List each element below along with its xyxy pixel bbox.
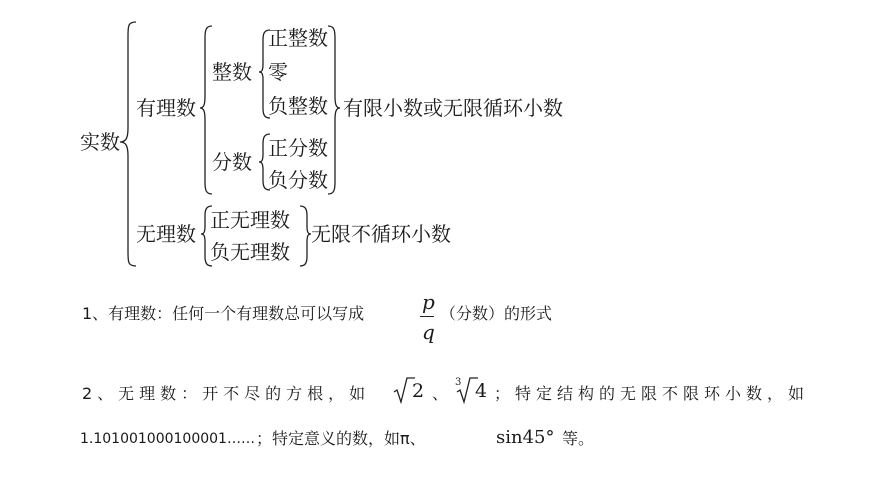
sin-expression: sin45° [496,427,555,448]
label-positive-fraction: 正分数 [268,136,328,160]
cbrt-index: 3 [455,377,462,388]
brace-real [120,22,136,266]
brace-rational [200,26,212,194]
label-fraction: 分数 [212,150,252,174]
item2-line1-suffix: ；特定结构的无限不限环小数，如 [494,384,810,403]
item2-separator: 、 [432,384,449,403]
label-integer: 整数 [212,60,252,84]
label-irrational-desc: 无限不循环小数 [311,222,451,246]
cbrt-value: 4 [475,380,488,402]
brace-rational-close [328,26,340,194]
fraction-bar [420,316,434,317]
item1-prefix: 1、有理数：任何一个有理数总可以写成 [82,304,365,323]
item2-line1-prefix: 2、无理数：开不尽的方根，如 [82,384,371,403]
fraction-denominator: q [422,320,435,344]
sqrt-value: 2 [412,380,425,402]
item2-number: 1.101001000100001…… [80,431,255,447]
label-rational-desc: 有限小数或无限循环小数 [343,96,563,120]
item2-line2-middle: ；特定意义的数，如π、 [256,429,426,448]
fraction-numerator: p [422,290,435,314]
label-negative-fraction: 负分数 [268,168,328,192]
label-zero: 零 [268,60,288,84]
label-negative-integer: 负整数 [268,94,328,118]
item2-line2-end: 等。 [562,429,595,448]
label-positive-integer: 正整数 [268,26,328,50]
label-real: 实数 [80,130,120,154]
label-positive-irrational: 正无理数 [210,208,290,232]
label-negative-irrational: 负无理数 [210,240,290,264]
brace-irrational-close [300,206,311,266]
label-irrational: 无理数 [136,222,196,246]
label-rational: 有理数 [136,96,196,120]
item1-suffix: （分数）的形式 [440,304,553,323]
